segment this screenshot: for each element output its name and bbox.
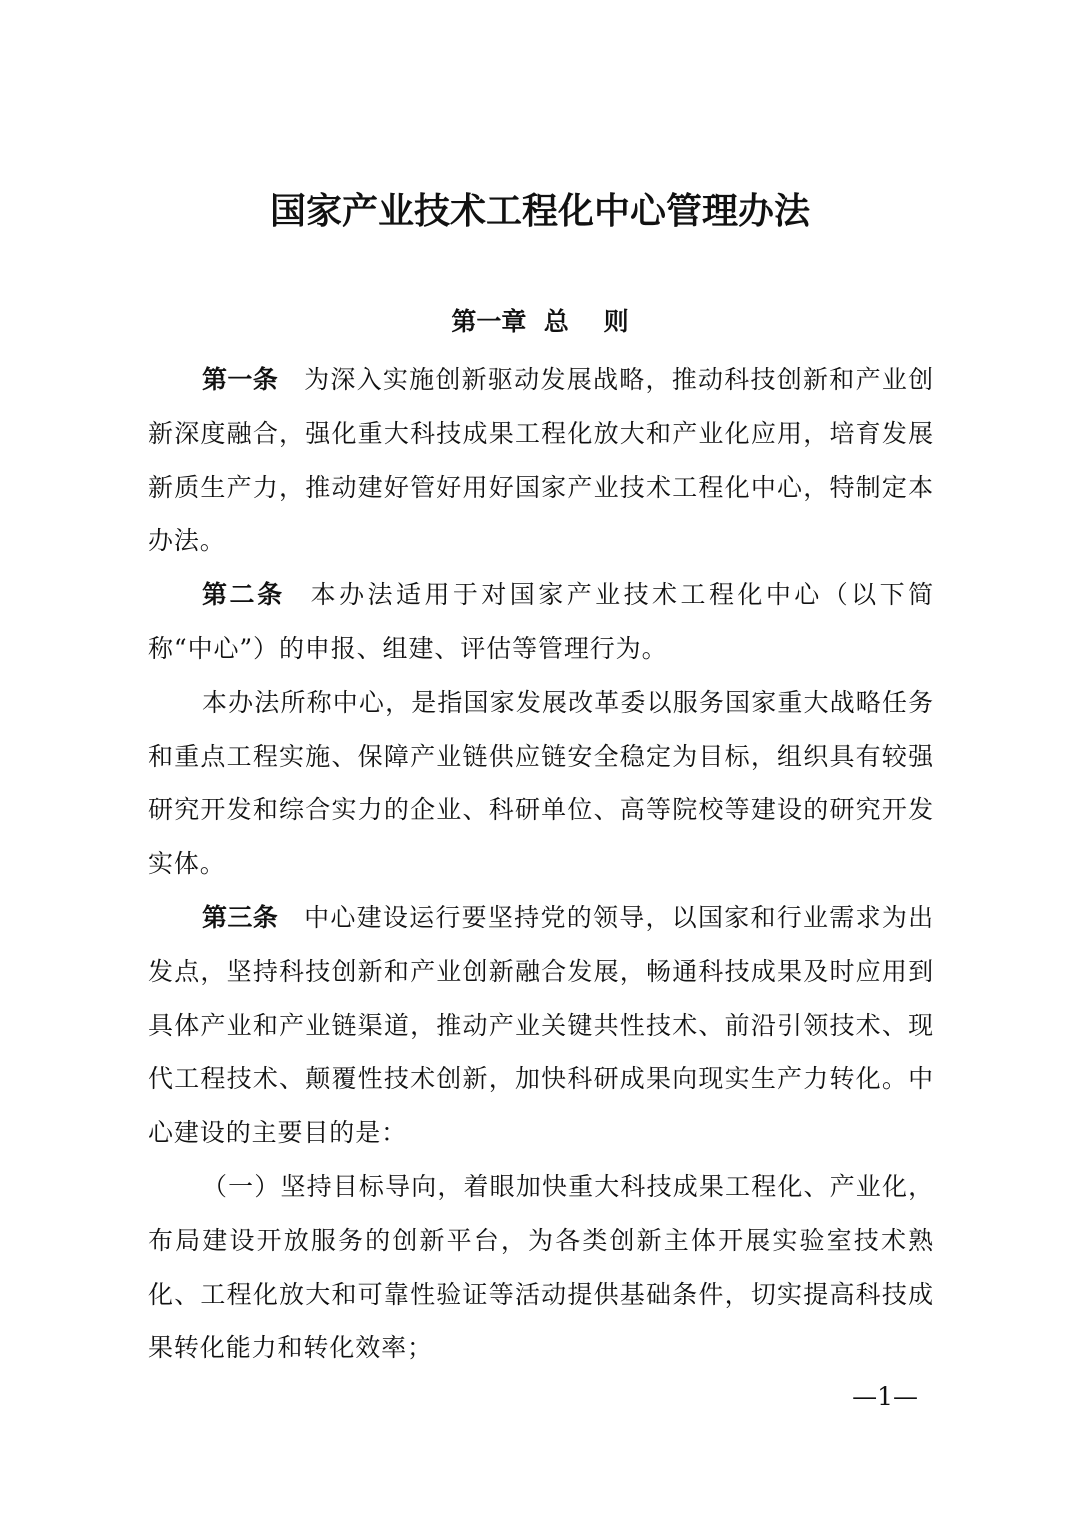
list-item-1-paragraph [148,1160,934,1375]
paragraph-text: 本办法所称中心，是指国家发展改革委以服务国家重大战略任务和重点工程实施、保障产业链供应链安全稳定为目标，组织具有较强研究开发和综合实力的企业、科研单位、高等院校等建设的研究开发实体。 [148,687,934,879]
article-label: 第二条 [202,580,285,610]
paragraph-text: 为深入实施创新驱动发展战略，推动科技创新和产业创新深度融合，强化重大科技成果工程化放大和产业化应用，培育发展新质生产力，推动建好管好用好国家产业技术工程化中心，特制定本办法。 [148,365,934,556]
paragraph-text: 中心建设运行要坚持党的领导，以国家和行业需求为出发点，坚持科技创新和产业创新融合发展，畅通科技成果及时应用到具体产业和产业链渠道，推动产业关键共性技术、前沿引领技术、现代工程技术、颠覆性技术创新，加快科研成果向现实生产力转化。中心建设的主要目的是： [148,902,934,1148]
article-3-paragraph [148,891,934,1160]
document-title: 国家产业技术工程化中心管理办法 [269,191,810,232]
page-number: —1— [852,1382,918,1411]
article-label: 第一条 [202,365,279,394]
article-label: 第三条 [202,902,279,932]
article-2-continuation-paragraph [148,676,934,891]
document-body [148,353,934,1375]
chapter-heading: 第一章 总 则 [451,307,629,336]
article-1-paragraph [148,353,934,568]
paragraph-text: 本办法适用于对国家产业技术工程化中心（以下简称“中心”）的申报、组建、评估等管理行为。 [148,580,934,663]
article-2-paragraph [148,568,934,676]
paragraph-text: （一）坚持目标导向，着眼加快重大科技成果工程化、产业化，布局建设开放服务的创新平台，为各类创新主体开展实验室技术熟化、工程化放大和可靠性验证等活动提供基础条件，切实提高科技成果转化能力和转化效率； [148,1171,934,1363]
